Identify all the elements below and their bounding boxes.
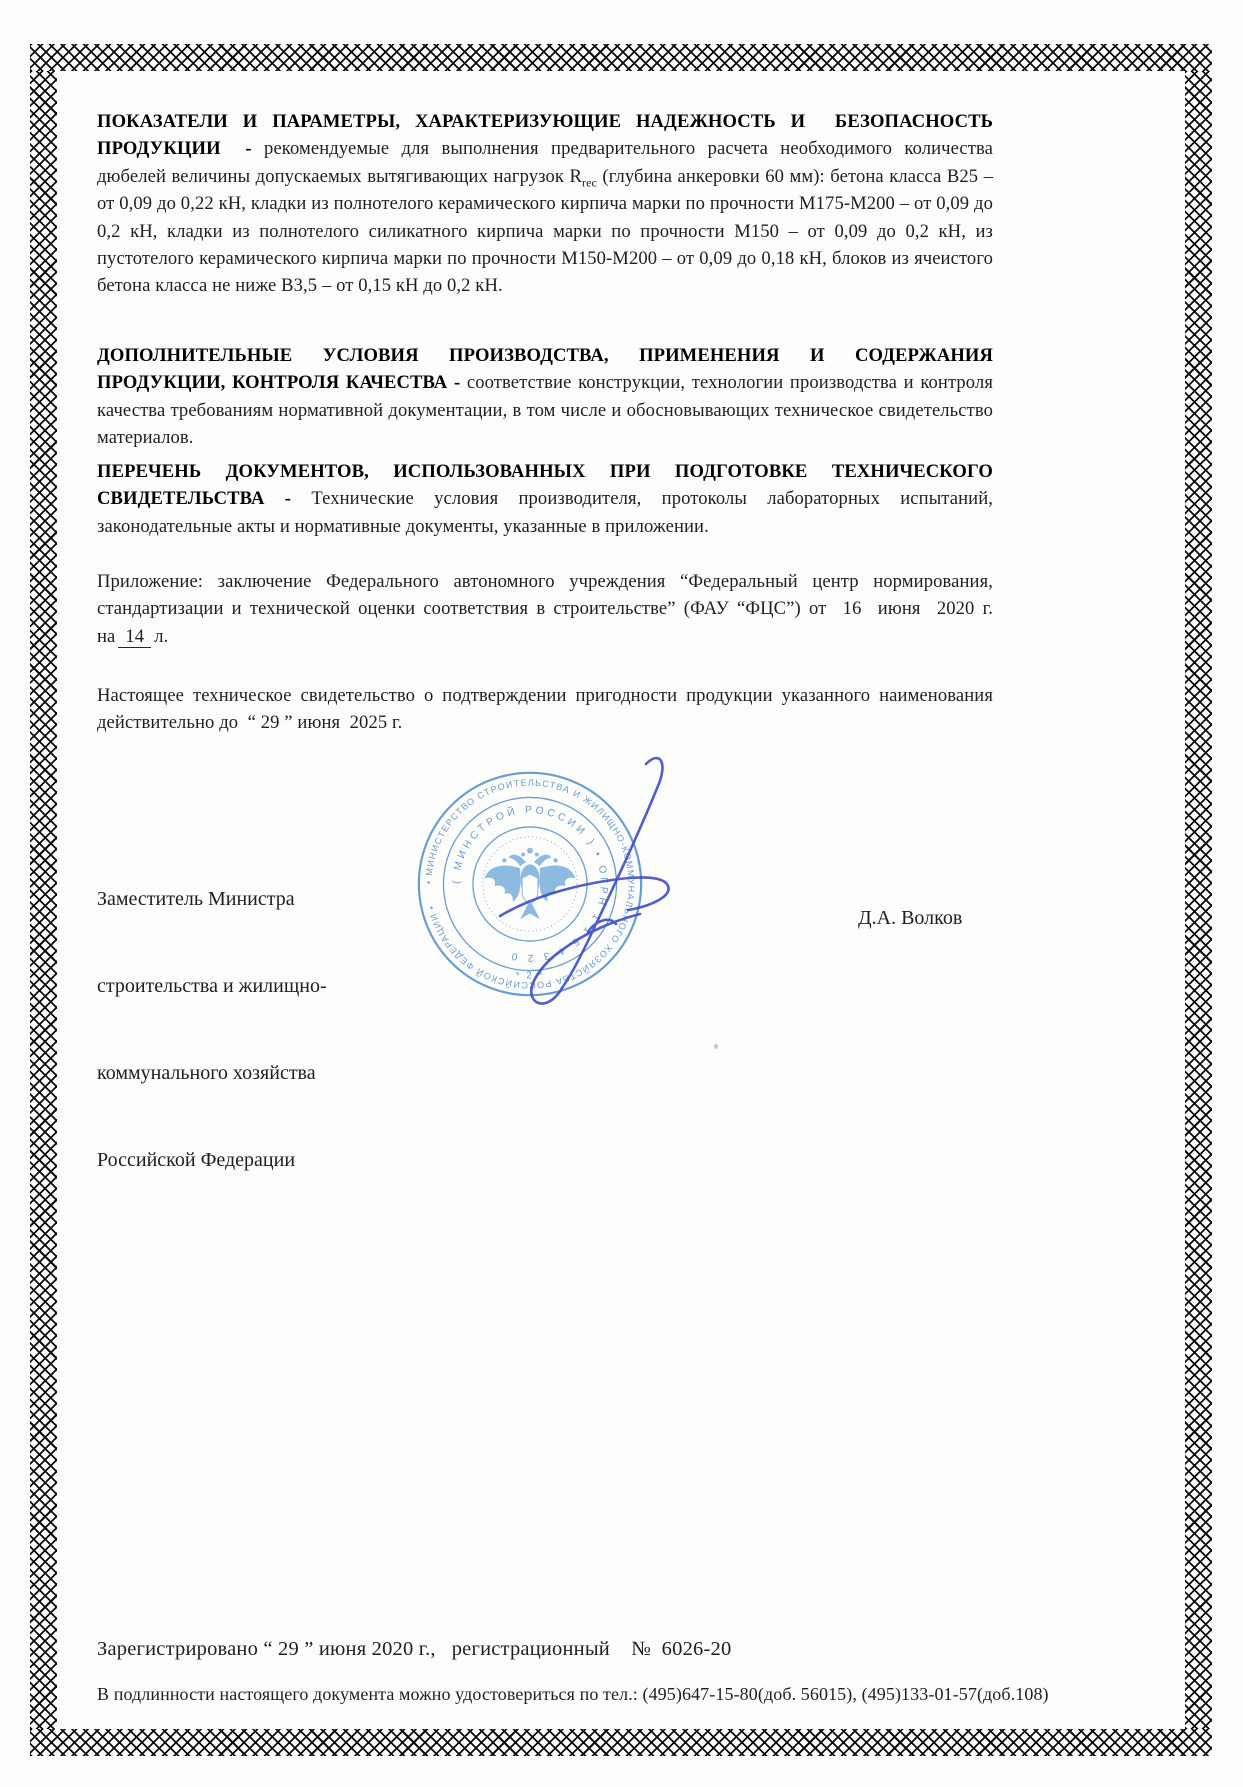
appendix-text: Приложение: заключение Федерального автономного учреждения “Федеральный центр нормирования, стандартизации и технической оценки соответствия в строительстве” (ФАУ “ФЦС”) от 16 июня 2020 г. на: [97, 571, 998, 647]
section-additional-conditions: [97, 342, 998, 452]
signer-title-line: Заместитель Министра: [97, 888, 295, 910]
signature-scribble: [440, 733, 720, 1025]
appendix-suffix: л.: [154, 625, 169, 647]
seal-outer-ring-text: • МИНИСТЕРСТВО СТРОИТЕЛЬСТВА И ЖИЛИЩНО-КОММУНАЛЬНОГО ХОЗЯЙСТВА РОССИЙСКОЙ ФЕДЕРАЦИИ •: [423, 777, 637, 991]
section-additional-conditions-body: соответствие конструкции, технологии производства и контроля качества требованиям нормативной документации, в том числе и обосновывающих техническое свидетельство материалов.: [97, 372, 998, 449]
section-document-list-heading: ПЕРЕЧЕНЬ ДОКУМЕНТОВ, ИСПОЛЬЗОВАННЫХ ПРИ ПОДГОТОВКЕ ТЕХНИЧЕСКОГО СВИДЕТЕЛЬСТВА -: [97, 461, 998, 510]
section-document-list-body: Технические условия производителя, протоколы лабораторных испытаний, законодательные акты и нормативные документы, указанные в приложении.: [97, 488, 998, 537]
section-document-list: [97, 458, 998, 540]
signer-title-line: строительства и жилищно-: [97, 975, 327, 997]
scan-speck: [714, 1044, 718, 1049]
seal-inner-ring-text: ( МИНСТРОЙ РОССИИ ) • ОГРН 1 1 5 4 3 2 0: [451, 805, 609, 963]
appendix-page-count: 14: [118, 626, 151, 648]
border-left: [30, 71, 57, 1729]
r-rec-subscript: rec: [582, 175, 597, 190]
appendix-paragraph: [97, 568, 998, 650]
signer-title-line: Российской Федерации: [97, 1149, 296, 1171]
border-right: [1185, 71, 1212, 1729]
validity-text: Настоящее техническое свидетельство о подтверждении пригодности продукции указанного наименования действительно до “ 29 ” июня 2025 г.: [97, 685, 998, 734]
border-top: [30, 44, 1212, 71]
verification-line: В подлинности настоящего документа можно удостовериться по тел.: (495)647-15-80(доб. 56015), (495)133-01-57(доб.108): [97, 1684, 1049, 1704]
seal-bottom-mark: * 2 *: [515, 970, 545, 982]
section-indicators-body-suffix: (глубина анкеровки 60 мм): бетона класса В25 – от 0,09 до 0,22 кН, кладки из полнотелого керамического кирпича марки по прочности М175-М200 – от 0,09 до 0,2 кН, кладки из полнотелого силикатного кирпича марки по прочности М150 – от 0,09 до 0,2 кН, из пустотелого керамического кирпича марки по прочности М150-М200 – от 0,09 до 0,18 кН, блоков из ячеистого бетона класса не ниже В3,5 – от 0,15 кН до 0,2 кН.: [97, 165, 998, 297]
signer-title-line: коммунального хозяйства: [97, 1062, 316, 1084]
border-bottom: [30, 1729, 1212, 1756]
section-additional-conditions-heading: ДОПОЛНИТЕЛЬНЫЕ УСЛОВИЯ ПРОИЗВОДСТВА, ПРИМЕНЕНИЯ И СОДЕРЖАНИЯ ПРОДУКЦИИ, КОНТРОЛЯ КАЧЕСТВА -: [97, 345, 998, 394]
signer-name: Д.А. Волков: [858, 907, 963, 929]
section-indicators: [97, 108, 998, 300]
validity-paragraph: [97, 682, 998, 737]
signer-title-block: [97, 827, 327, 1233]
section-indicators-heading: ПОКАЗАТЕЛИ И ПАРАМЕТРЫ, ХАРАКТЕРИЗУЮЩИЕ НАДЕЖНОСТЬ И БЕЗОПАСНОСТЬ ПРОДУКЦИИ -: [97, 111, 998, 160]
registration-line: Зарегистрировано “ 29 ” июня 2020 г., регистрационный № 6026-20: [97, 1638, 732, 1660]
section-indicators-body-prefix: рекомендуемые для выполнения предварительного расчета необходимого количества дюбелей величины допускаемых вытягивающих нагрузок R: [97, 138, 998, 187]
